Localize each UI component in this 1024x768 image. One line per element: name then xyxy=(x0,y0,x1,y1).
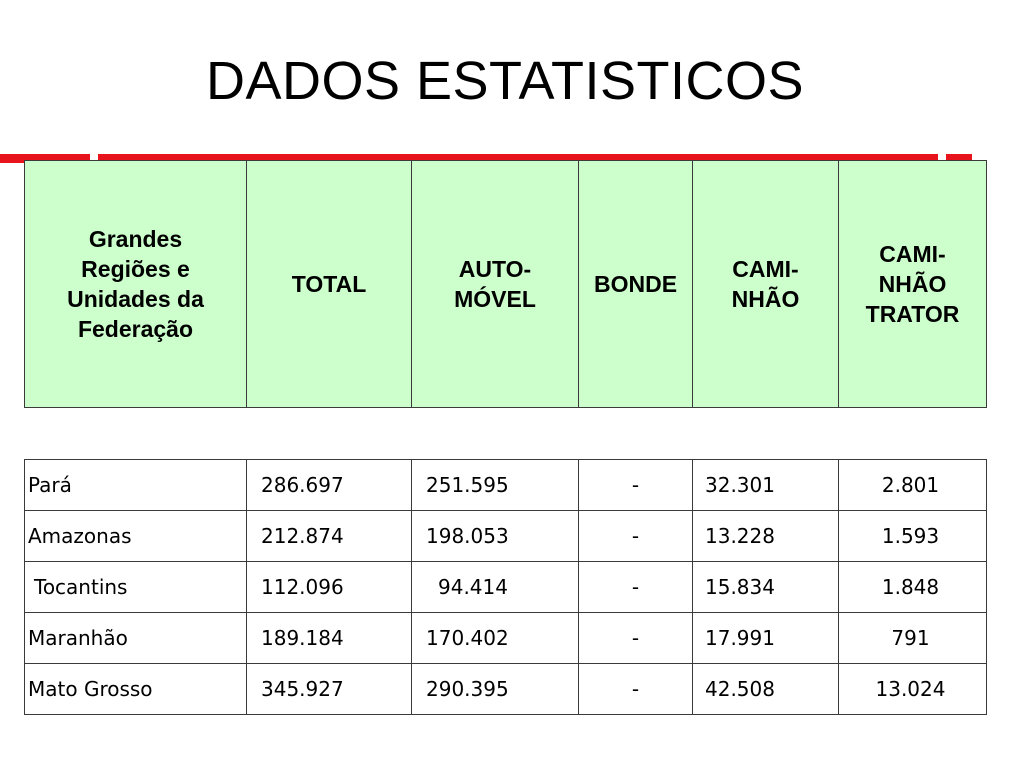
header-row xyxy=(25,161,987,408)
table-row xyxy=(25,460,987,511)
cell-automovel: 251.595 xyxy=(412,460,579,511)
cell-automovel: 94.414 xyxy=(412,562,579,613)
table-row xyxy=(25,613,987,664)
cell-bonde: - xyxy=(579,562,693,613)
cell-caminhao-trator: 2.801 xyxy=(839,460,987,511)
cell-automovel: 170.402 xyxy=(412,613,579,664)
cell-caminhao: 42.508 xyxy=(693,664,839,715)
header-caminhao-line: CAMI- xyxy=(732,256,799,282)
cell-bonde: - xyxy=(579,460,693,511)
cell-region: Mato Grosso xyxy=(25,664,247,715)
table-row xyxy=(25,664,987,715)
header-total-line: TOTAL xyxy=(291,271,367,297)
cell-region: Pará xyxy=(25,460,247,511)
cell-total: 112.096 xyxy=(247,562,412,613)
cell-caminhao-trator: 1.848 xyxy=(839,562,987,613)
cell-bonde: - xyxy=(579,613,693,664)
header-table xyxy=(24,160,987,408)
cell-bonde: - xyxy=(579,664,693,715)
header-total xyxy=(247,161,412,408)
header-caminhao xyxy=(693,161,839,408)
header-regioes-line: Unidades da xyxy=(67,286,204,312)
cell-region: Tocantins xyxy=(25,562,247,613)
cell-caminhao: 17.991 xyxy=(693,613,839,664)
cell-total: 345.927 xyxy=(247,664,412,715)
header-caminhao-line: NHÃO xyxy=(731,286,800,312)
cell-automovel: 290.395 xyxy=(412,664,579,715)
cell-caminhao-trator: 1.593 xyxy=(839,511,987,562)
cell-caminhao: 15.834 xyxy=(693,562,839,613)
cell-region: Amazonas xyxy=(25,511,247,562)
cell-caminhao-trator: 13.024 xyxy=(839,664,987,715)
cell-total: 212.874 xyxy=(247,511,412,562)
header-caminhao-trator-line: CAMI- xyxy=(879,241,946,267)
cell-region: Maranhão xyxy=(25,613,247,664)
data-table xyxy=(24,459,987,715)
header-automovel xyxy=(412,161,579,408)
table-row xyxy=(25,511,987,562)
header-caminhao-trator-line: NHÃO xyxy=(878,271,947,297)
header-bonde-line: BONDE xyxy=(593,271,678,297)
header-caminhao-trator xyxy=(839,161,987,408)
header-automovel-line: MÓVEL xyxy=(454,286,536,312)
cell-automovel: 198.053 xyxy=(412,511,579,562)
header-bonde xyxy=(579,161,693,408)
cell-bonde: - xyxy=(579,511,693,562)
header-regioes-line: Grandes xyxy=(88,226,183,252)
header-caminhao-trator-line: TRATOR xyxy=(865,301,960,327)
table-row xyxy=(25,562,987,613)
header-regioes xyxy=(25,161,247,408)
header-regioes-line: Federação xyxy=(77,316,194,342)
header-automovel-line: AUTO- xyxy=(458,256,532,282)
header-regioes-line: Regiões e xyxy=(81,256,190,282)
cell-total: 189.184 xyxy=(247,613,412,664)
cell-caminhao-trator: 791 xyxy=(839,613,987,664)
cell-caminhao: 32.301 xyxy=(693,460,839,511)
page-title: DADOS ESTATISTICOS xyxy=(205,51,805,111)
cell-caminhao: 13.228 xyxy=(693,511,839,562)
cell-total: 286.697 xyxy=(247,460,412,511)
